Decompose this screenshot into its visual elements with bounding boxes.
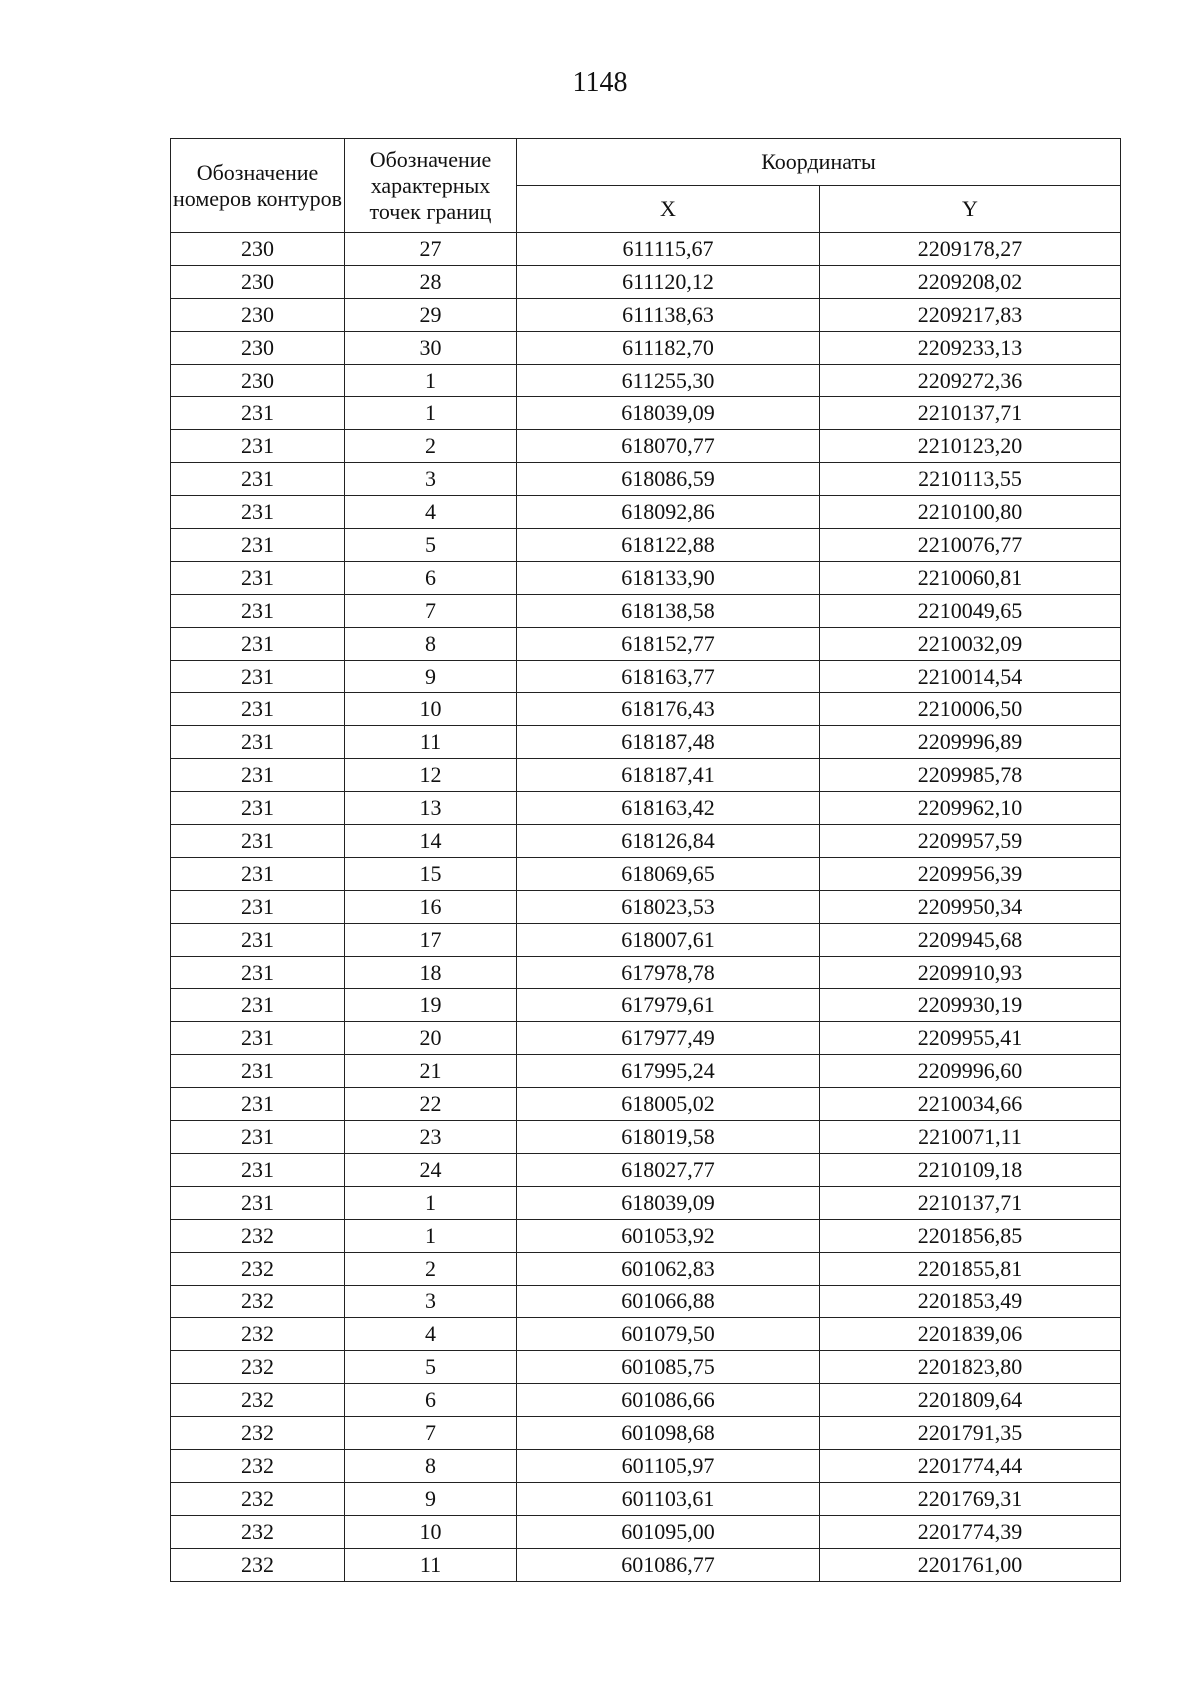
x-coordinate-cell: 618007,61 (517, 923, 820, 956)
point-number-cell: 3 (345, 1285, 517, 1318)
contour-number-cell: 231 (171, 956, 345, 989)
point-number-cell: 16 (345, 890, 517, 923)
point-number-cell: 10 (345, 1515, 517, 1548)
contour-number-cell: 231 (171, 726, 345, 759)
table-row (171, 1055, 1121, 1088)
point-number-cell: 22 (345, 1088, 517, 1121)
table-row (171, 529, 1121, 562)
table-row (171, 660, 1121, 693)
x-coordinate-cell: 618133,90 (517, 561, 820, 594)
contour-number-cell: 232 (171, 1285, 345, 1318)
contour-number-cell: 231 (171, 759, 345, 792)
contour-number-cell: 231 (171, 989, 345, 1022)
page-number: 1148 (572, 67, 628, 98)
x-coordinate-cell: 611255,30 (517, 364, 820, 397)
y-coordinate-cell: 2210109,18 (820, 1153, 1121, 1186)
y-coordinate-cell: 2201769,31 (820, 1482, 1121, 1515)
x-coordinate-cell: 601079,50 (517, 1318, 820, 1351)
table-row (171, 1351, 1121, 1384)
point-number-cell: 6 (345, 1384, 517, 1417)
contour-number-cell: 231 (171, 1186, 345, 1219)
y-coordinate-cell: 2209955,41 (820, 1022, 1121, 1055)
x-coordinate-cell: 601066,88 (517, 1285, 820, 1318)
point-number-cell: 23 (345, 1121, 517, 1154)
contour-number-cell: 232 (171, 1318, 345, 1351)
x-coordinate-cell: 618070,77 (517, 430, 820, 463)
header-x: X (517, 186, 820, 233)
point-number-cell: 14 (345, 825, 517, 858)
contour-number-cell: 231 (171, 529, 345, 562)
x-coordinate-cell: 618187,41 (517, 759, 820, 792)
table-header (171, 139, 1121, 233)
table-row (171, 1417, 1121, 1450)
y-coordinate-cell: 2209272,36 (820, 364, 1121, 397)
header-coordinates: Координаты (517, 139, 1121, 186)
point-number-cell: 9 (345, 660, 517, 693)
x-coordinate-cell: 618027,77 (517, 1153, 820, 1186)
y-coordinate-cell: 2201853,49 (820, 1285, 1121, 1318)
y-coordinate-cell: 2209962,10 (820, 792, 1121, 825)
point-number-cell: 15 (345, 857, 517, 890)
point-number-cell: 7 (345, 1417, 517, 1450)
y-coordinate-cell: 2209950,34 (820, 890, 1121, 923)
contour-number-cell: 231 (171, 561, 345, 594)
y-coordinate-cell: 2201823,80 (820, 1351, 1121, 1384)
x-coordinate-cell: 617995,24 (517, 1055, 820, 1088)
point-number-cell: 1 (345, 364, 517, 397)
x-coordinate-cell: 601062,83 (517, 1252, 820, 1285)
point-number-cell: 24 (345, 1153, 517, 1186)
contour-number-cell: 231 (171, 1022, 345, 1055)
contour-number-cell: 231 (171, 496, 345, 529)
point-number-cell: 20 (345, 1022, 517, 1055)
table-row (171, 1121, 1121, 1154)
x-coordinate-cell: 618138,58 (517, 594, 820, 627)
y-coordinate-cell: 2210060,81 (820, 561, 1121, 594)
point-number-cell: 17 (345, 923, 517, 956)
y-coordinate-cell: 2209957,59 (820, 825, 1121, 858)
y-coordinate-cell: 2201761,00 (820, 1548, 1121, 1581)
table-row (171, 1318, 1121, 1351)
point-number-cell: 11 (345, 1548, 517, 1581)
point-number-cell: 5 (345, 1351, 517, 1384)
point-number-cell: 6 (345, 561, 517, 594)
table-row (171, 430, 1121, 463)
point-number-cell: 18 (345, 956, 517, 989)
x-coordinate-cell: 611115,67 (517, 233, 820, 266)
y-coordinate-cell: 2201774,44 (820, 1449, 1121, 1482)
table-row (171, 792, 1121, 825)
x-coordinate-cell: 611138,63 (517, 298, 820, 331)
point-number-cell: 4 (345, 496, 517, 529)
x-coordinate-cell: 618005,02 (517, 1088, 820, 1121)
contour-number-cell: 231 (171, 594, 345, 627)
table-row (171, 397, 1121, 430)
y-coordinate-cell: 2201855,81 (820, 1252, 1121, 1285)
y-coordinate-cell: 2210137,71 (820, 397, 1121, 430)
x-coordinate-cell: 618126,84 (517, 825, 820, 858)
point-number-cell: 9 (345, 1482, 517, 1515)
header-boundary-points: Обозначение характерных точек границ (345, 139, 517, 233)
point-number-cell: 1 (345, 1186, 517, 1219)
table-row (171, 759, 1121, 792)
x-coordinate-cell: 618069,65 (517, 857, 820, 890)
y-coordinate-cell: 2201839,06 (820, 1318, 1121, 1351)
table-row (171, 857, 1121, 890)
table-row (171, 1022, 1121, 1055)
x-coordinate-cell: 601105,97 (517, 1449, 820, 1482)
x-coordinate-cell: 618163,77 (517, 660, 820, 693)
y-coordinate-cell: 2209985,78 (820, 759, 1121, 792)
table-row (171, 1482, 1121, 1515)
table-row (171, 1153, 1121, 1186)
contour-number-cell: 231 (171, 792, 345, 825)
contour-number-cell: 232 (171, 1548, 345, 1581)
contour-number-cell: 230 (171, 331, 345, 364)
contour-number-cell: 231 (171, 627, 345, 660)
table-row (171, 1515, 1121, 1548)
x-coordinate-cell: 618023,53 (517, 890, 820, 923)
contour-number-cell: 231 (171, 430, 345, 463)
point-number-cell: 2 (345, 430, 517, 463)
y-coordinate-cell: 2201791,35 (820, 1417, 1121, 1450)
contour-number-cell: 232 (171, 1449, 345, 1482)
point-number-cell: 11 (345, 726, 517, 759)
contour-number-cell: 231 (171, 660, 345, 693)
contour-number-cell: 231 (171, 397, 345, 430)
table-row (171, 364, 1121, 397)
table-row (171, 331, 1121, 364)
x-coordinate-cell: 601086,77 (517, 1548, 820, 1581)
point-number-cell: 1 (345, 1219, 517, 1252)
contour-number-cell: 230 (171, 298, 345, 331)
table-row (171, 989, 1121, 1022)
y-coordinate-cell: 2210076,77 (820, 529, 1121, 562)
x-coordinate-cell: 601085,75 (517, 1351, 820, 1384)
y-coordinate-cell: 2210006,50 (820, 693, 1121, 726)
y-coordinate-cell: 2210049,65 (820, 594, 1121, 627)
y-coordinate-cell: 2201809,64 (820, 1384, 1121, 1417)
y-coordinate-cell: 2209945,68 (820, 923, 1121, 956)
contour-number-cell: 232 (171, 1351, 345, 1384)
x-coordinate-cell: 617978,78 (517, 956, 820, 989)
point-number-cell: 5 (345, 529, 517, 562)
y-coordinate-cell: 2210100,80 (820, 496, 1121, 529)
y-coordinate-cell: 2210034,66 (820, 1088, 1121, 1121)
table-row (171, 693, 1121, 726)
contour-number-cell: 231 (171, 463, 345, 496)
point-number-cell: 27 (345, 233, 517, 266)
y-coordinate-cell: 2210123,20 (820, 430, 1121, 463)
y-coordinate-cell: 2209217,83 (820, 298, 1121, 331)
table-row (171, 726, 1121, 759)
x-coordinate-cell: 617979,61 (517, 989, 820, 1022)
contour-number-cell: 232 (171, 1252, 345, 1285)
contour-number-cell: 231 (171, 923, 345, 956)
y-coordinate-cell: 2209996,60 (820, 1055, 1121, 1088)
table-row (171, 298, 1121, 331)
contour-number-cell: 232 (171, 1219, 345, 1252)
header-contour-numbers: Обозначение номеров контуров (171, 139, 345, 233)
table-body (171, 233, 1121, 1582)
x-coordinate-cell: 601086,66 (517, 1384, 820, 1417)
table-row (171, 825, 1121, 858)
x-coordinate-cell: 618092,86 (517, 496, 820, 529)
header-y: Y (820, 186, 1121, 233)
x-coordinate-cell: 618086,59 (517, 463, 820, 496)
table-row (171, 1449, 1121, 1482)
x-coordinate-cell: 617977,49 (517, 1022, 820, 1055)
table-row (171, 1088, 1121, 1121)
table-row (171, 923, 1121, 956)
x-coordinate-cell: 618187,48 (517, 726, 820, 759)
point-number-cell: 8 (345, 627, 517, 660)
point-number-cell: 29 (345, 298, 517, 331)
point-number-cell: 10 (345, 693, 517, 726)
table-row (171, 265, 1121, 298)
table-row (171, 463, 1121, 496)
point-number-cell: 30 (345, 331, 517, 364)
y-coordinate-cell: 2209956,39 (820, 857, 1121, 890)
table-row (171, 496, 1121, 529)
contour-number-cell: 231 (171, 825, 345, 858)
table-row (171, 1219, 1121, 1252)
table-row (171, 594, 1121, 627)
point-number-cell: 8 (345, 1449, 517, 1482)
contour-number-cell: 232 (171, 1417, 345, 1450)
y-coordinate-cell: 2201856,85 (820, 1219, 1121, 1252)
table-row (171, 956, 1121, 989)
x-coordinate-cell: 618176,43 (517, 693, 820, 726)
x-coordinate-cell: 611120,12 (517, 265, 820, 298)
x-coordinate-cell: 601095,00 (517, 1515, 820, 1548)
x-coordinate-cell: 618039,09 (517, 1186, 820, 1219)
y-coordinate-cell: 2210113,55 (820, 463, 1121, 496)
y-coordinate-cell: 2209996,89 (820, 726, 1121, 759)
contour-number-cell: 230 (171, 364, 345, 397)
y-coordinate-cell: 2209178,27 (820, 233, 1121, 266)
y-coordinate-cell: 2210071,11 (820, 1121, 1121, 1154)
table-row (171, 627, 1121, 660)
x-coordinate-cell: 601098,68 (517, 1417, 820, 1450)
x-coordinate-cell: 611182,70 (517, 331, 820, 364)
contour-number-cell: 231 (171, 857, 345, 890)
y-coordinate-cell: 2209910,93 (820, 956, 1121, 989)
table-row (171, 1548, 1121, 1581)
x-coordinate-cell: 618019,58 (517, 1121, 820, 1154)
table-row (171, 233, 1121, 266)
contour-number-cell: 231 (171, 890, 345, 923)
point-number-cell: 19 (345, 989, 517, 1022)
contour-number-cell: 230 (171, 265, 345, 298)
contour-number-cell: 231 (171, 693, 345, 726)
coordinates-table (170, 138, 1121, 1582)
y-coordinate-cell: 2210032,09 (820, 627, 1121, 660)
table-row (171, 1186, 1121, 1219)
y-coordinate-cell: 2209233,13 (820, 331, 1121, 364)
x-coordinate-cell: 618122,88 (517, 529, 820, 562)
y-coordinate-cell: 2209930,19 (820, 989, 1121, 1022)
table-row (171, 561, 1121, 594)
contour-number-cell: 232 (171, 1384, 345, 1417)
table-row (171, 890, 1121, 923)
table-row (171, 1252, 1121, 1285)
point-number-cell: 1 (345, 397, 517, 430)
contour-number-cell: 231 (171, 1088, 345, 1121)
y-coordinate-cell: 2209208,02 (820, 265, 1121, 298)
y-coordinate-cell: 2210014,54 (820, 660, 1121, 693)
point-number-cell: 28 (345, 265, 517, 298)
x-coordinate-cell: 618152,77 (517, 627, 820, 660)
point-number-cell: 21 (345, 1055, 517, 1088)
table-row (171, 1285, 1121, 1318)
point-number-cell: 7 (345, 594, 517, 627)
x-coordinate-cell: 618163,42 (517, 792, 820, 825)
point-number-cell: 12 (345, 759, 517, 792)
x-coordinate-cell: 618039,09 (517, 397, 820, 430)
contour-number-cell: 231 (171, 1055, 345, 1088)
y-coordinate-cell: 2210137,71 (820, 1186, 1121, 1219)
x-coordinate-cell: 601103,61 (517, 1482, 820, 1515)
point-number-cell: 3 (345, 463, 517, 496)
table-row (171, 1384, 1121, 1417)
contour-number-cell: 230 (171, 233, 345, 266)
x-coordinate-cell: 601053,92 (517, 1219, 820, 1252)
contour-number-cell: 231 (171, 1153, 345, 1186)
point-number-cell: 2 (345, 1252, 517, 1285)
contour-number-cell: 232 (171, 1515, 345, 1548)
point-number-cell: 4 (345, 1318, 517, 1351)
y-coordinate-cell: 2201774,39 (820, 1515, 1121, 1548)
contour-number-cell: 232 (171, 1482, 345, 1515)
contour-number-cell: 231 (171, 1121, 345, 1154)
point-number-cell: 13 (345, 792, 517, 825)
